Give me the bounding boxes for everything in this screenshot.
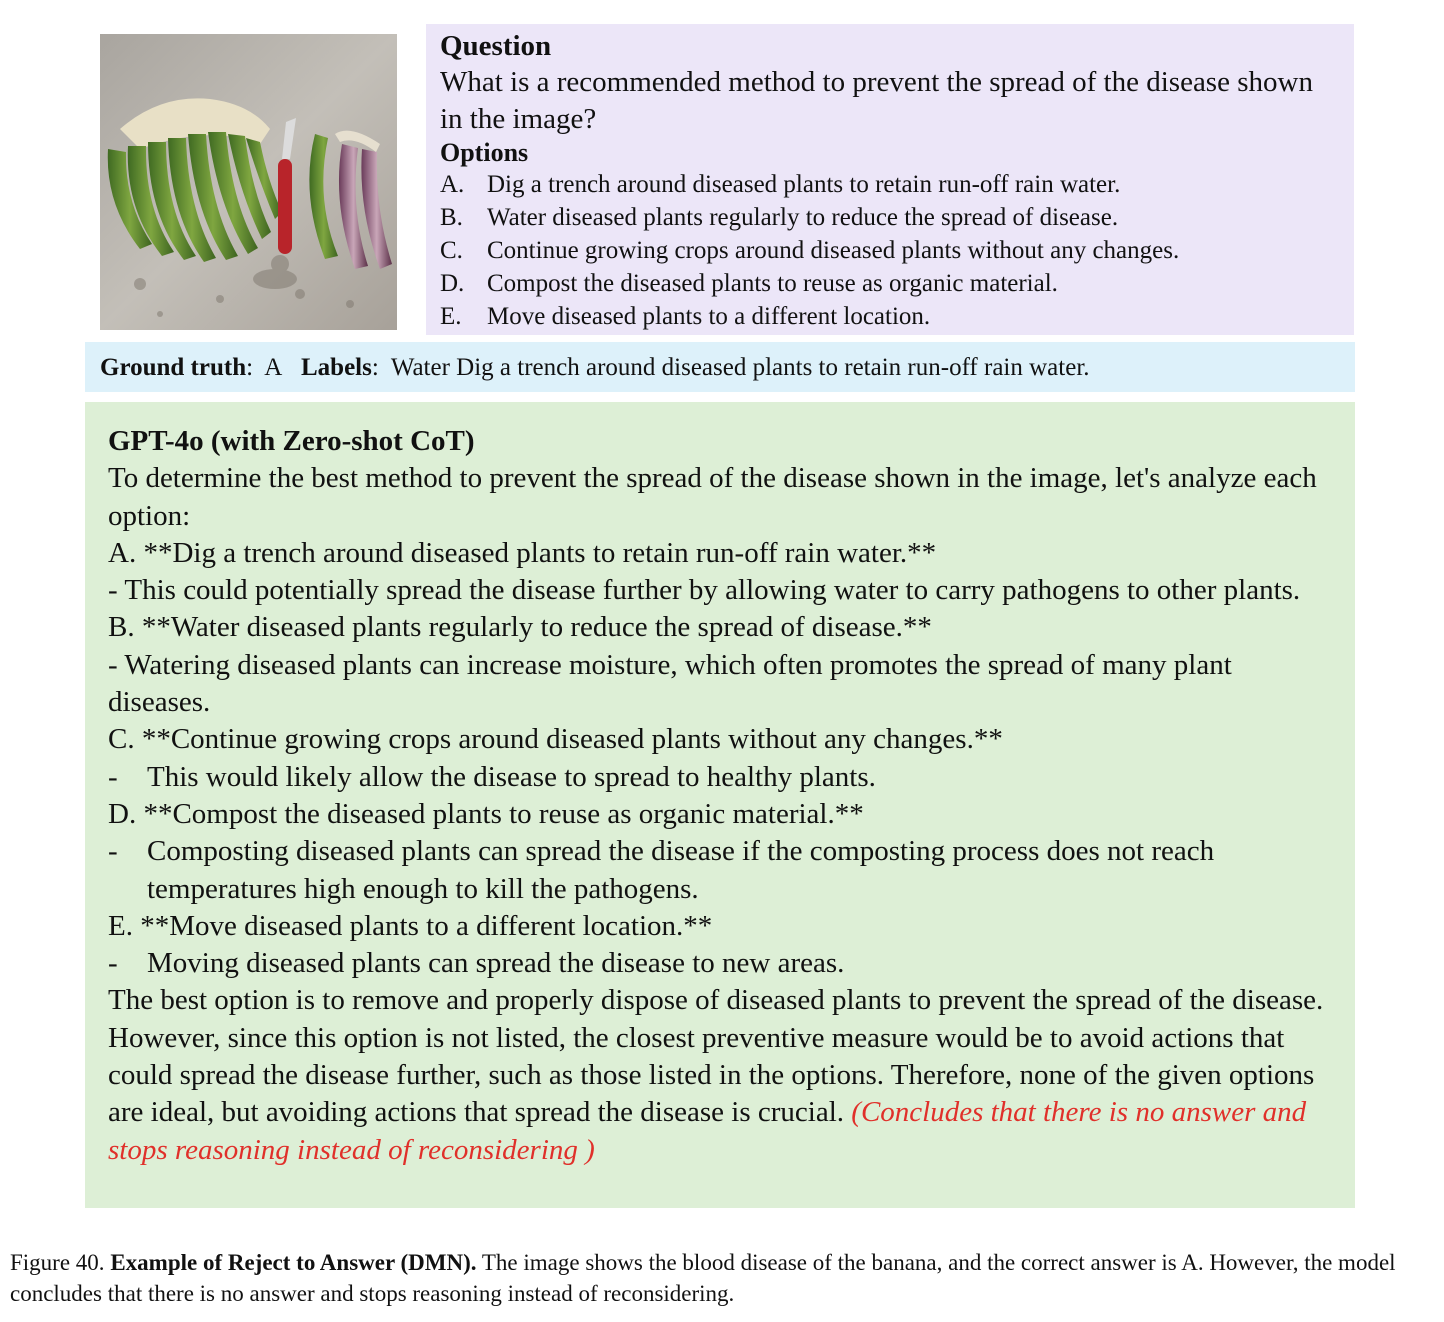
- model-title: GPT-4o (with Zero-shot CoT): [108, 425, 475, 457]
- question-panel: [426, 24, 1354, 335]
- option-text: Move diseased plants to a different location.: [487, 303, 931, 330]
- ground-truth-value: A: [264, 354, 283, 381]
- dash-bullet: -: [108, 835, 118, 868]
- options-heading: Options: [440, 138, 529, 167]
- comment-text: Moving diseased plants can spread the disease to new areas.: [147, 947, 845, 980]
- option-a: [440, 168, 1354, 201]
- option-e-analysis: E. **Move diseased plants to a different location.**: [108, 909, 713, 942]
- option-text: Compost the diseased plants to reuse as organic material.: [487, 270, 1058, 297]
- error-annotation: (Concludes that there is no answer and stops reasoning instead of reconsidering ): [108, 1096, 1307, 1166]
- labels-value: Water Dig a trench around diseased plants to retain run-off rain water.: [390, 354, 1090, 381]
- caption-prefix: Figure 40.: [10, 1250, 105, 1275]
- option-text: Continue growing crops around diseased plants without any changes.: [487, 237, 1180, 264]
- option-e-comment: [108, 945, 1333, 982]
- caption-title: Example of Reject to Answer (DMN).: [110, 1250, 477, 1275]
- answer-intro: To determine the best method to prevent the spread of the disease shown in the image, let's analyze each option:: [108, 462, 1317, 532]
- question-text: What is a recommended method to prevent the spread of the disease shown in the image?: [440, 66, 1313, 135]
- ground-truth-bar: Ground truth: A Labels: Water Dig a trench around diseased plants to retain run-off rain water.: [85, 342, 1355, 392]
- option-letter: B.: [440, 204, 463, 231]
- question-heading: Question: [440, 30, 552, 62]
- option-text: Dig a trench around diseased plants to retain run-off rain water.: [487, 171, 1121, 198]
- banana-disease-photo: [100, 34, 397, 330]
- labels-label: Labels: [301, 354, 372, 381]
- option-d-analysis: D. **Compost the diseased plants to reuse as organic material.**: [108, 797, 864, 830]
- option-b-analysis: B. **Water diseased plants regularly to reduce the spread of disease.**: [108, 611, 932, 644]
- answer-conclusion: [108, 982, 1333, 1168]
- option-letter: D.: [440, 270, 465, 297]
- ground-truth-label: Ground truth: [100, 354, 247, 381]
- dash-bullet: -: [108, 947, 118, 980]
- option-c: [440, 234, 1354, 267]
- option-text: Water diseased plants regularly to reduce the spread of disease.: [487, 204, 1119, 231]
- option-letter: A.: [440, 171, 465, 198]
- option-a-comment: - This could potentially spread the disease further by allowing water to carry pathogens to other plants.: [108, 574, 1301, 607]
- option-c-comment: [108, 759, 1333, 796]
- conclusion-text: The best option is to remove and properly dispose of diseased plants to prevent the spread of the disease. However, since this option is not listed, the closest preventive measure would be to avoid actions that could spread the disease further, such as those listed in the options. Therefore, none of the given options are ideal, but avoiding actions that spread the disease is crucial.: [108, 984, 1324, 1129]
- option-c-analysis: C. **Continue growing crops around diseased plants without any changes.**: [108, 723, 1003, 756]
- caption-text: The image shows the blood disease of the banana, and the correct answer is A. However, the model concludes that there is no answer and stops reasoning instead of reconsidering.: [10, 1250, 1396, 1306]
- option-d: [440, 267, 1354, 300]
- option-a-analysis: A. **Dig a trench around diseased plants to retain run-off rain water.**: [108, 536, 937, 569]
- option-letter: C.: [440, 237, 463, 264]
- option-d-comment: [108, 833, 1333, 908]
- dash-bullet: -: [108, 760, 118, 793]
- comment-text: Composting diseased plants can spread the disease if the composting process does not reach temperatures high enough to kill the pathogens.: [147, 835, 1215, 905]
- option-b-comment: - Watering diseased plants can increase moisture, which often promotes the spread of many plant diseases.: [108, 648, 1232, 719]
- comment-text: This would likely allow the disease to spread to healthy plants.: [147, 760, 876, 793]
- model-answer-panel: [85, 402, 1355, 1208]
- figure-caption: [10, 1247, 1440, 1309]
- option-e: [440, 300, 1354, 333]
- option-letter: E.: [440, 303, 462, 330]
- option-b: [440, 201, 1354, 234]
